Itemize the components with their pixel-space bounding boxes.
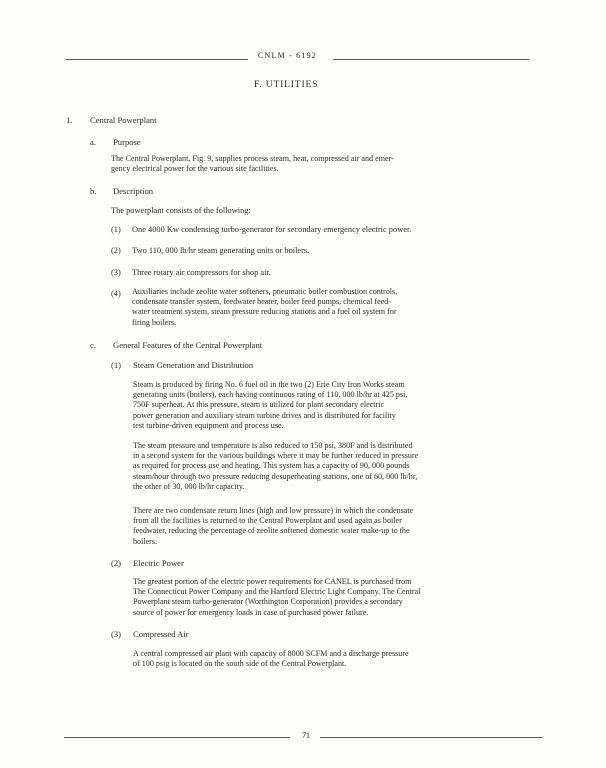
paragraph-line: of 100 psig is located on the south side of the Central Powerplant. xyxy=(133,659,347,669)
paragraph-line: in a second system for the various buildings where it may be further reduced in pressure xyxy=(133,451,419,461)
paragraph-line: The greatest portion of the electric power requirements for CANEL is purchased from xyxy=(133,577,412,586)
section-1-number: 1. xyxy=(66,115,73,125)
subsection-1-title: Steam Generation and Distribution xyxy=(133,360,254,370)
paragraph-line: the other of 30, 000 lb/hr capacity. xyxy=(133,481,245,491)
item-3-text: Three rotary air compressors for shop air. xyxy=(132,268,271,277)
paragraph-line: gency electrical power for the various site facilities. xyxy=(111,164,279,174)
paragraph-line: A central compressed air plant with capacity of 8000 SCFM and a discharge pressure xyxy=(133,649,409,658)
section-b-title: Description xyxy=(113,186,154,196)
description-intro: The powerplant consists of the following: xyxy=(111,206,251,215)
document-id: CNLM - 6192 xyxy=(258,51,317,60)
paragraph-line: steam/hour through two pressure reducing desuperheating stations, one of 60, 000 lb/hr, xyxy=(133,471,418,481)
paragraph-line: source of power for emergency loads in case of purchased power failure. xyxy=(133,607,369,617)
subsection-2-title: Electric Power xyxy=(133,558,184,568)
paragraph-line: boilers. xyxy=(133,536,158,546)
paragraph-line: as required for process use and heating. This system has a capacity of 90, 000 pounds xyxy=(133,461,410,471)
section-b-number: b. xyxy=(90,186,97,196)
subsection-1-number: (1) xyxy=(111,360,122,370)
page-number: 71 xyxy=(302,731,310,740)
section-c-number: c. xyxy=(90,340,96,350)
steam-paragraph-2 xyxy=(133,441,418,492)
section-title: F. UTILITIES xyxy=(254,79,319,90)
compressed-air-paragraph xyxy=(133,649,409,669)
electric-paragraph xyxy=(133,577,420,618)
item-4-number: (4) xyxy=(111,289,121,298)
paragraph-line: power generation and auxiliary steam turbine drives and is distributed for facility xyxy=(133,410,396,420)
item-3-number: (3) xyxy=(111,268,121,277)
subsection-3-number: (3) xyxy=(111,629,122,639)
item-1-text: One 4000 Kw condensing turbo-generator for secondary emergency electric power. xyxy=(132,225,412,234)
paragraph-line: Powerplant steam turbo-generator (Worthington Corporation) provides a secondary xyxy=(133,597,403,607)
footer-rule-right xyxy=(320,737,542,738)
paragraph-line: from all the facilities is returned to the Central Powerplant and used again as boiler xyxy=(133,516,402,526)
subsection-3-title: Compressed Air xyxy=(133,629,189,639)
paragraph-line: Auxiliaries include zeolite water softeners, pneumatic boiler combustion controls, xyxy=(132,287,398,296)
footer-rule-left xyxy=(64,737,290,738)
paragraph-line: The Central Powerplant, Fig. 9, supplies process steam, heat, compressed air and emer- xyxy=(111,154,394,163)
section-1-title: Central Powerplant xyxy=(90,115,157,125)
item-4-text xyxy=(132,287,397,328)
steam-paragraph-3 xyxy=(133,506,413,547)
item-2-text: Two 110, 000 lb/hr steam generating units or boilers. xyxy=(132,246,310,255)
section-c-title: General Features of the Central Powerplant xyxy=(113,340,263,350)
paragraph-line: water treatment system, steam pressure reducing stations and a fuel oil system for xyxy=(132,307,397,317)
section-a-title: Purpose xyxy=(113,137,141,147)
paragraph-line: There are two condensate return lines (high and low pressure) in which the condensate xyxy=(133,506,414,515)
paragraph-line: Steam is produced by firing No. 6 fuel oil in the two (2) Erie City Iron Works steam xyxy=(133,380,405,389)
paragraph-line: condensate transfer system, feedwater heater, boiler feed pumps, chemical feed- xyxy=(132,297,392,307)
header-rule-right xyxy=(333,59,529,60)
paragraph-line: The steam pressure and temperature is also reduced to 150 psi, 380F and is distributed xyxy=(133,441,413,450)
steam-paragraph-1 xyxy=(133,380,407,431)
purpose-paragraph xyxy=(111,154,394,174)
paragraph-line: test turbine-driven equipment and process use. xyxy=(133,420,284,430)
item-2-number: (2) xyxy=(111,246,121,255)
header-rule-left xyxy=(66,59,248,60)
paragraph-line: 750F superheat. At this pressure, steam is utilized for plant secondary electric xyxy=(133,400,385,410)
item-1-number: (1) xyxy=(111,225,121,234)
section-a-number: a. xyxy=(90,137,96,147)
paragraph-line: The Connecticut Power Company and the Hartford Electric Light Company. The Central xyxy=(133,587,421,597)
paragraph-line: firing boilers. xyxy=(132,317,177,327)
paragraph-line: generating units (boilers), each having continuous rating of 110, 000 lb/hr at 425 psi, xyxy=(133,390,408,400)
paragraph-line: feedwater, reducing the percentage of zeolite softened domestic water make-up to the xyxy=(133,526,410,536)
subsection-2-number: (2) xyxy=(111,558,122,568)
